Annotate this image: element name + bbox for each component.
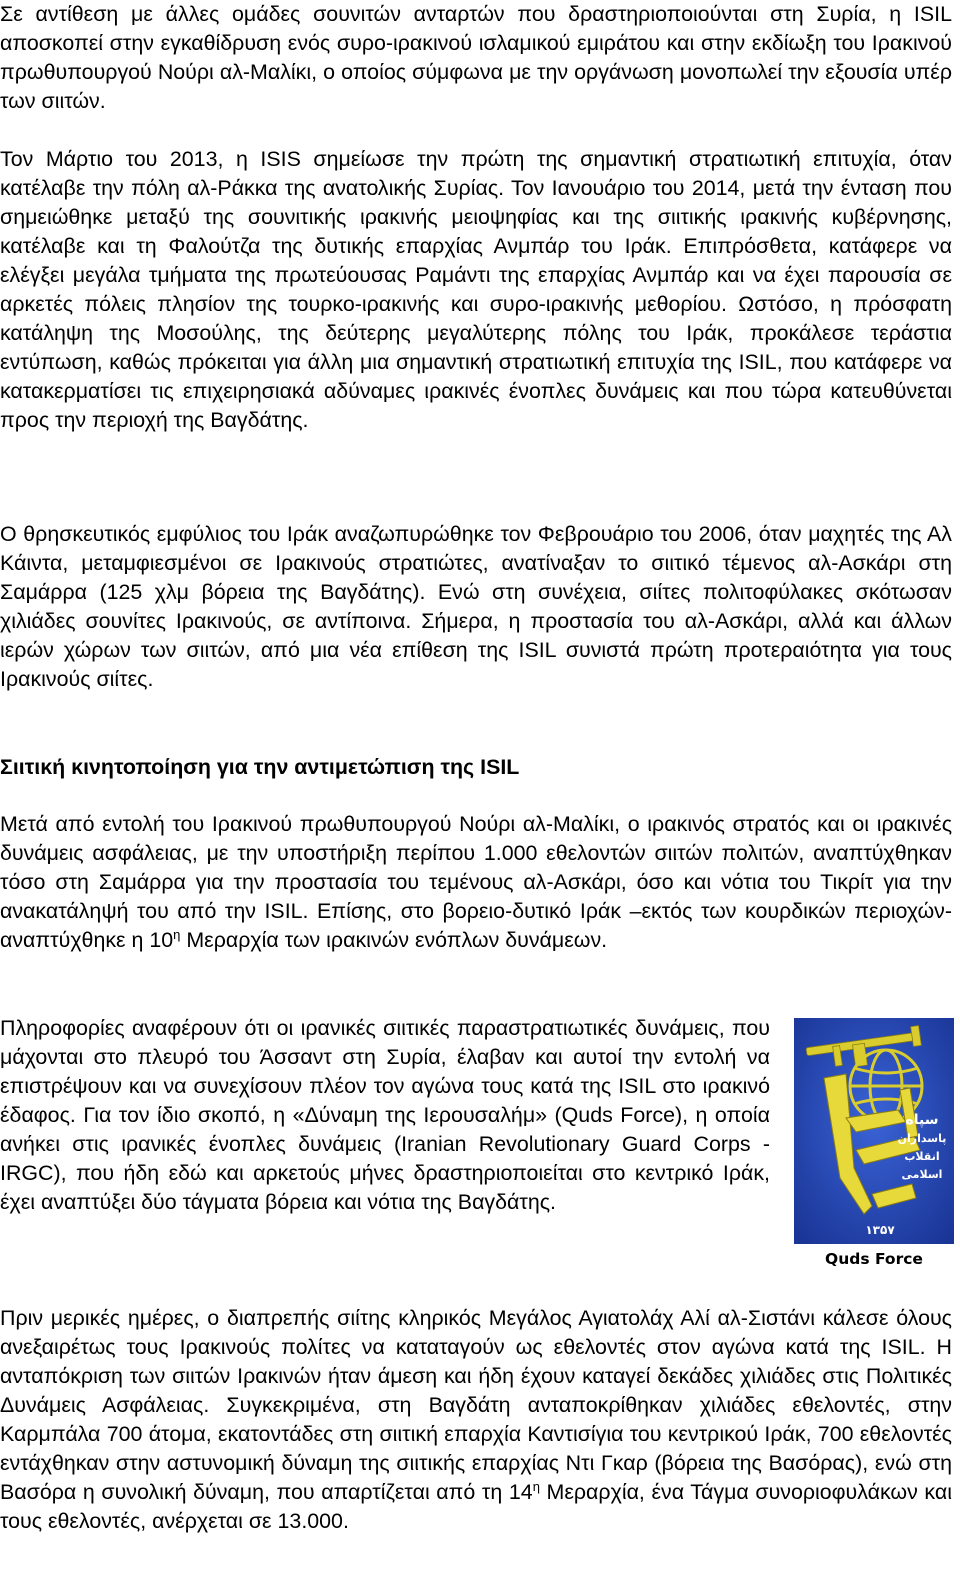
ordinal-superscript: η: [532, 1478, 540, 1494]
paragraph-isis-military-successes: Τον Μάρτιο του 2013, η ISIS σημείωσε την πρώτη της σημαντική στρατιωτική επιτυχία, όταν κατέλαβε την πόλη αλ-Ράκκα της ανατολικής Συρίας. Τον Ιανουάριο του 2014, μετά την ένταση που σημειώθηκε μεταξύ της σουνιτικής ιρακινής μειοψηφίας και της σιιτικής ιρακινής κυβέρνησης, κατέλαβε και τη Φαλούτζα της δυτικής επαρχίας Ανμπάρ του Ιράκ. Επιπρόσθετα, κατάφερε να ελέγξει μεγάλα τμήματα της πρωτεύουσας Ραμάντι της επαρχίας Ανμπάρ και να έχει παρουσία σε αρκετές πόλεις πλησίον της τουρκο-ιρακινής και συρο-ιρακινής μεθορίου. Ωστόσο, η πρόσφατη κατάληψη της Μοσούλης, της δεύτερης μεγαλύτερης πόλης του Ιράκ, προκάλεσε τεράστια εντύπωση, καθώς πρόκειται για άλλη μια σημαντική στρατιωτική επιτυχία της ISIL, που κατάφερε να κατακερματίσει τις επιχειρησιακά αδύναμες ιρακινές ένοπλες δυνάμεις και που τώρα κατευθύνεται προς την περιοχή της Βαγδάτης.: [0, 147, 952, 432]
ordinal-superscript: η: [173, 926, 181, 942]
emblem-word-4: اسلامی: [901, 1168, 943, 1181]
paragraph-text-tail: Μεραρχία, ένα Τάγμα συνοριοφυλάκων και τους εθελοντές, ανέρχεται σε 13.000.: [0, 1480, 952, 1533]
emblem-word-2: پاسداران: [897, 1132, 947, 1145]
paragraph-text: Πριν μερικές ημέρες, ο διαπρεπής σιίτης κληρικός Μεγάλος Αγιατολάχ Αλί αλ-Σιστάνι κάλεσε όλους ανεξαιρέτως τους Ιρακινούς πολίτες να καταταγούν ως εθελοντές στον αγώνα κατά της ISIL. Η ανταπόκριση των σιιτών Ιρακινών ήταν άμεση και ήδη έχουν καταγεί δεκάδες χιλιάδες στις Πολιτικές Δυνάμεις Ασφάλειας. Συγκεκριμένα, στη Βαγδάτη ανταποκρίθηκαν χιλιάδες εθελοντές, στην Καρμπάλα 700 άτομα, εκατοντάδες στη σιιτική επαρχία Καντισίγια του κεντρικού Ιράκ, 700 εθελοντές εντάχθηκαν στην αστυνομική δύναμη της σιιτικής επαρχίας Ντι Γκαρ (βόρεια της Βασόρας), ενώ στη Βασόρα η συνολική δύναμη, που απαρτίζεται από τη 14: [0, 1306, 952, 1504]
paragraph-text: Μετά από εντολή του Ιρακινού πρωθυπουργού Νούρι αλ-Μαλίκι, ο ιρακινός στρατός και οι ιρακινές δυνάμεις ασφάλειας, με την υποστήριξη περίπου 1.000 εθελοντών σιιτών πολιτών, αναπτύχθηκαν τόσο στη Σαμάρρα για την προστασία του τεμένους αλ-Ασκάρι, όσο και νότια του Τικρίτ για την ανακατάληψή του από την ISIL. Επίσης, στο βορειο-δυτικό Ιράκ –εκτός των κουρδικών περιοχών- αναπτύχθηκε η 10: [0, 812, 952, 952]
emblem-word-1: سپاه: [905, 1112, 939, 1128]
paragraph-iraqi-army-deployment: [0, 810, 952, 955]
paragraph-shiite-volunteers: [0, 1304, 952, 1536]
emblem-year: ۱۳۵۷: [865, 1223, 895, 1237]
quds-force-emblem-icon: [794, 1018, 954, 1244]
paragraph-text-tail: Μεραρχία των ιρακινών ενόπλων δυνάμεων.: [180, 928, 608, 952]
paragraph-sectarian-civil-war: Ο θρησκευτικός εμφύλιος του Ιράκ αναζωπυρώθηκε τον Φεβρουάριο του 2006, όταν μαχητές της Αλ Κάιντα, μεταμφιεσμένοι σε Ιρακινούς στρατιώτες, ανατίναξαν το σιιτικό τέμενος αλ-Ασκάρι στη Σαμάρρα (125 χλμ βόρεια της Βαγδάτης). Ενώ στη συνέχεια, σιίτες πολιτοφύλακες σκότωσαν χιλιάδες σουνίτες Ιρακινούς, σε αντίποινα. Σήμερα, η προστασία του αλ-Ασκάρι, αλλά και άλλων ιερών χώρων των σιιτών, από μια νέα επίθεση της ISIL συνιστά πρώτη προτεραιότητα για τους Ιρακινούς σιίτες.: [0, 522, 952, 691]
section-heading: Σιιτική κινητοποίηση για την αντιμετώπιση της ISIL: [0, 755, 520, 779]
emblem-word-3: انقلاب: [904, 1150, 940, 1163]
paragraph-iranian-forces: Πληροφορίες αναφέρουν ότι οι ιρανικές σιιτικές παραστρατιωτικές δυνάμεις, που μάχονται στο πλευρό του Άσσαντ στη Συρία, έλαβαν και αυτοί την εντολή να επιστρέψουν και να συνεχίσουν πλέον τον αγώνα τους κατά της ISIL στο ιρακινό έδαφος. Για τον ίδιο σκοπό, η «Δύναμη της Ιερουσαλήμ» (Quds Force), η οποία ανήκει στις ιρανικές ένοπλες δυνάμεις (Iranian Revolutionary Guard Corps - IRGC), που ήδη εδώ και αρκετούς μήνες δραστηριοποιείται στο κεντρικό Ιράκ, έχει αναπτύξει δύο τάγματα βόρεια και νότια της Βαγδάτης.: [0, 1016, 770, 1214]
quds-force-emblem-image: [794, 1018, 954, 1244]
figure-caption: Quds Force: [825, 1250, 923, 1268]
paragraph-isil-goals: Σε αντίθεση με άλλες ομάδες σουνιτών ανταρτών που δραστηριοποιούνται στη Συρία, η ISIL αποσκοπεί στην εγκαθίδρυση ενός συρο-ιρακινού ισλαμικού εμιράτου και στην εκδίωξη του Ιρακινού πρωθυπουργού Νούρι αλ-Μαλίκι, ο οποίος σύμφωνα με την οργάνωση μονοπωλεί την εξουσία υπέρ των σιιτών.: [0, 2, 952, 113]
